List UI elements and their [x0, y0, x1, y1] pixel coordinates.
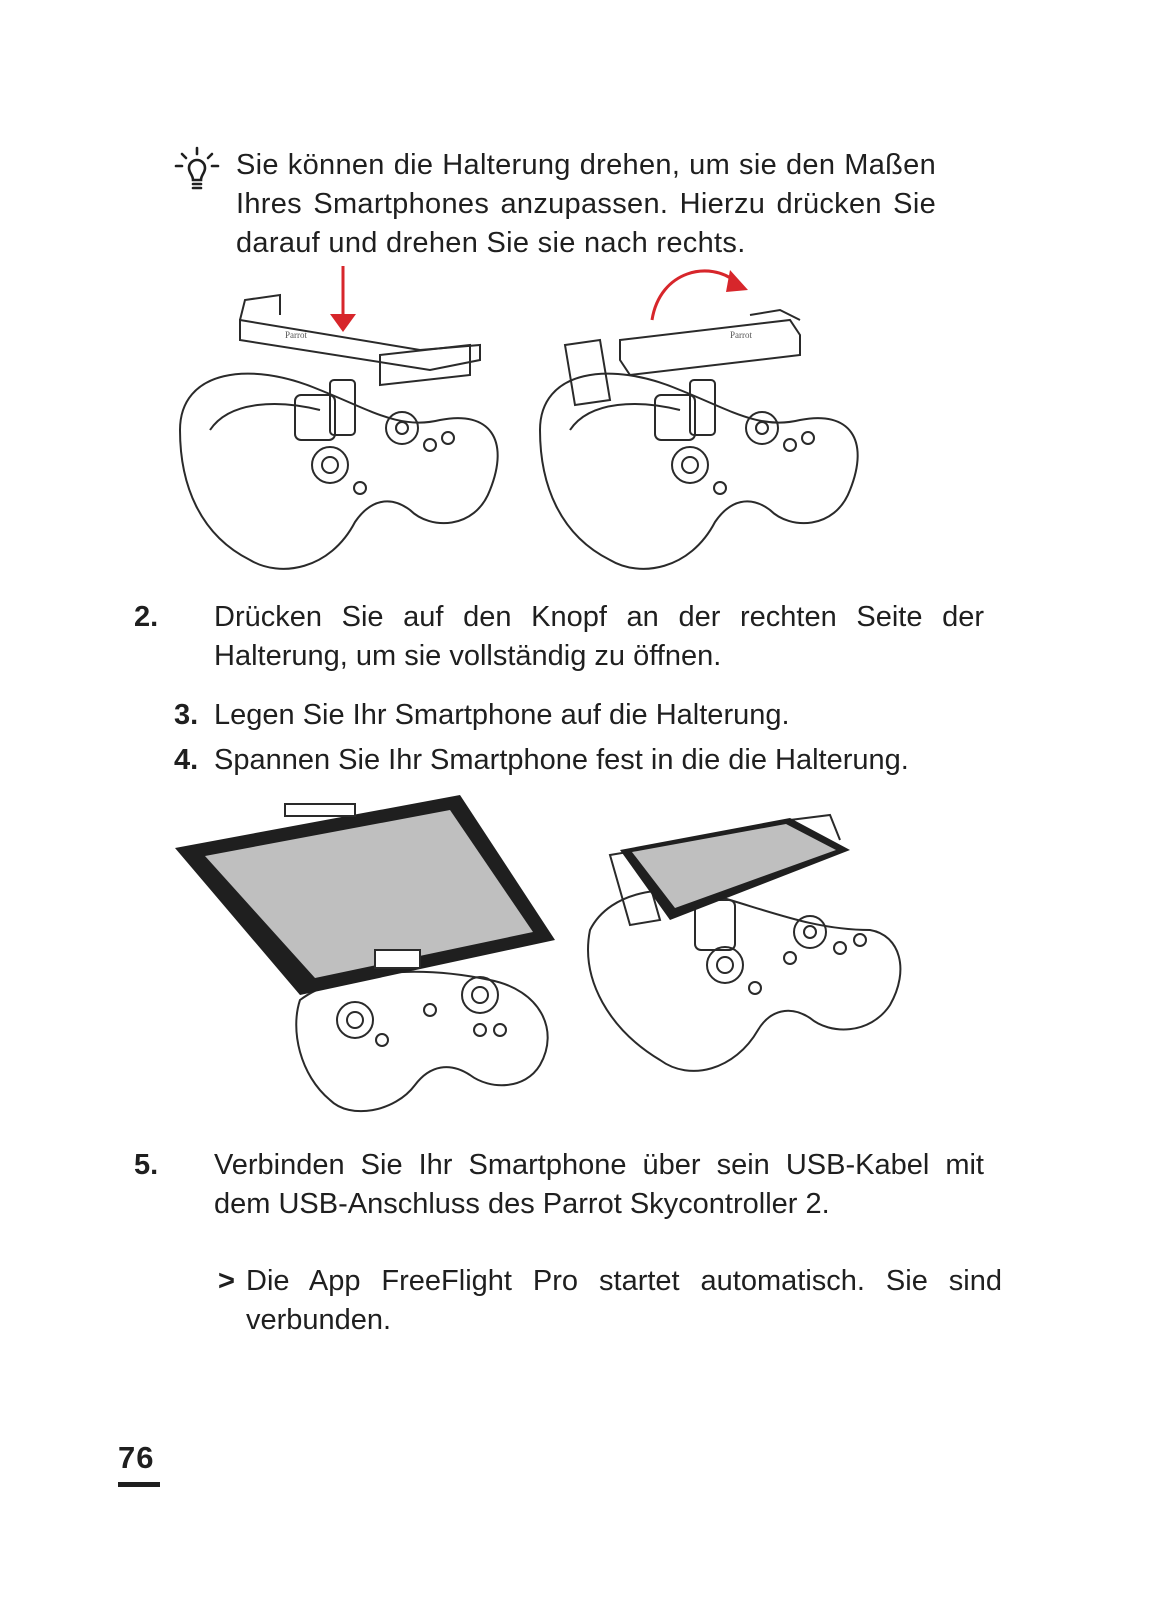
step-number: 3. [174, 699, 199, 731]
step-number: 5. [134, 1149, 159, 1181]
step-text: Drücken Sie auf den Knopf an der rechten Seite der Halterung, um sie vollständig zu öffnen. [214, 601, 984, 672]
step-text: Verbinden Sie Ihr Smartphone über sein USB-Kabel mit dem USB-Anschluss des Parrot Skycontroller 2. [214, 1149, 984, 1220]
brand-label: Parrot [730, 330, 752, 340]
tip-text: Sie können die Halterung drehen, um sie den Maßen Ihres Smartphones anzupassen. Hierzu drücken Sie darauf und drehen Sie sie nach rechts. [236, 149, 936, 259]
step-4 [174, 741, 974, 780]
brand-label: Parrot [285, 330, 307, 340]
result-note [218, 1262, 1002, 1340]
step-text: Spannen Sie Ihr Smartphone fest in die die Halterung. [214, 744, 909, 776]
step-number: 4. [174, 744, 199, 776]
page-number: 76 [118, 1440, 155, 1475]
step-3 [174, 696, 974, 735]
step-text: Legen Sie Ihr Smartphone auf die Halterung. [214, 699, 790, 731]
page-number-underline [118, 1482, 160, 1487]
step-number: 2. [134, 601, 159, 633]
rotate-arrow-icon [652, 270, 748, 320]
lightbulb-icon [174, 146, 220, 194]
controller-mount-illustration-rotate [170, 260, 870, 580]
controller-with-devices-illustration [170, 790, 910, 1120]
press-arrow-icon [330, 266, 356, 332]
step-2 [134, 598, 984, 676]
result-text: Die App FreeFlight Pro startet automatisch. Sie sind verbunden. [246, 1265, 1002, 1336]
tablet [175, 795, 555, 995]
step-5 [134, 1146, 984, 1224]
result-marker: > [218, 1265, 235, 1297]
